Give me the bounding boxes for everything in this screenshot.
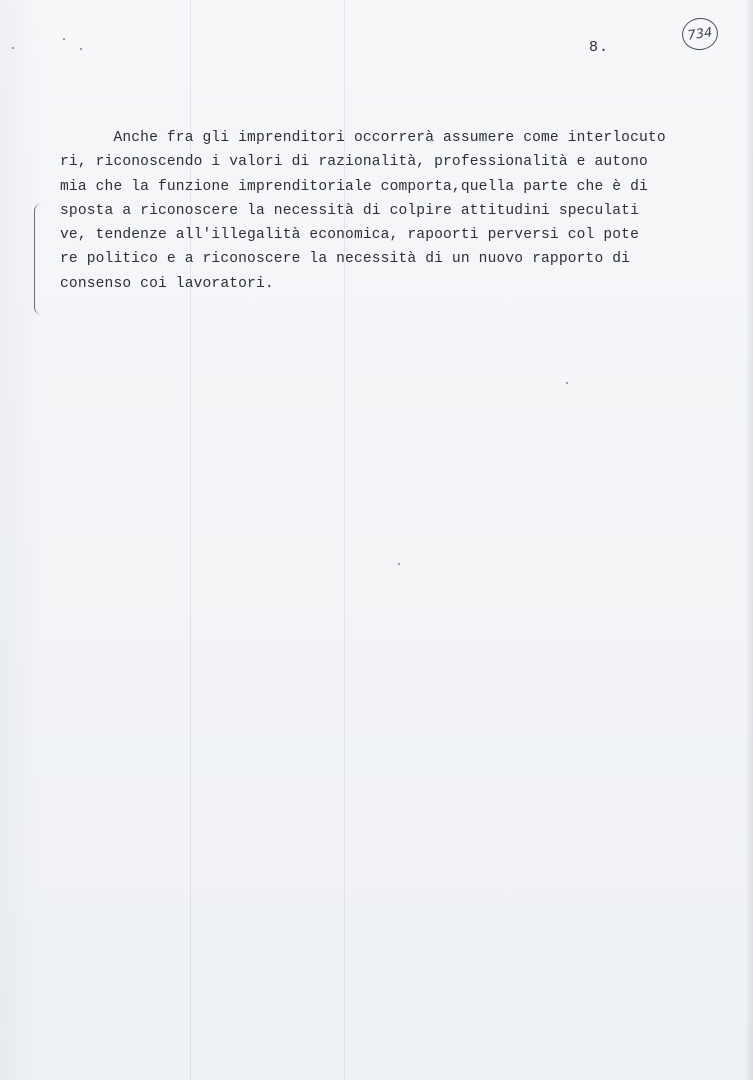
text-line: sposta a riconoscere la necessità di colpire attitudini speculati: [60, 202, 639, 219]
text-line: re politico e a riconoscere la necessità di un nuovo rapporto di: [60, 251, 631, 268]
scan-speck: [80, 48, 82, 50]
scan-speck: [398, 563, 400, 565]
text-line: consenso coi lavoratori.: [60, 275, 274, 292]
archive-stamp-number: 734: [680, 16, 720, 53]
page-edge-shadow: [745, 0, 753, 1080]
text-line: Anche fra gli imprenditori occorrerà assumere come interlocuto: [60, 130, 666, 146]
text-line: ri, riconoscendo i valori di razionalità, professionalità e autono: [60, 154, 648, 171]
text-line: mia che la funzione imprenditoriale comporta,quella parte che è di: [60, 178, 648, 195]
scan-speck: [63, 38, 65, 40]
scan-speck: [566, 382, 568, 384]
page-number: 8.: [589, 39, 610, 56]
margin-bracket-mark: [34, 203, 43, 315]
text-line: ve, tendenze all'illegalità economica, rapoorti perversi col pote: [60, 227, 639, 244]
scan-speck: [12, 47, 14, 49]
body-paragraph: [60, 130, 670, 300]
